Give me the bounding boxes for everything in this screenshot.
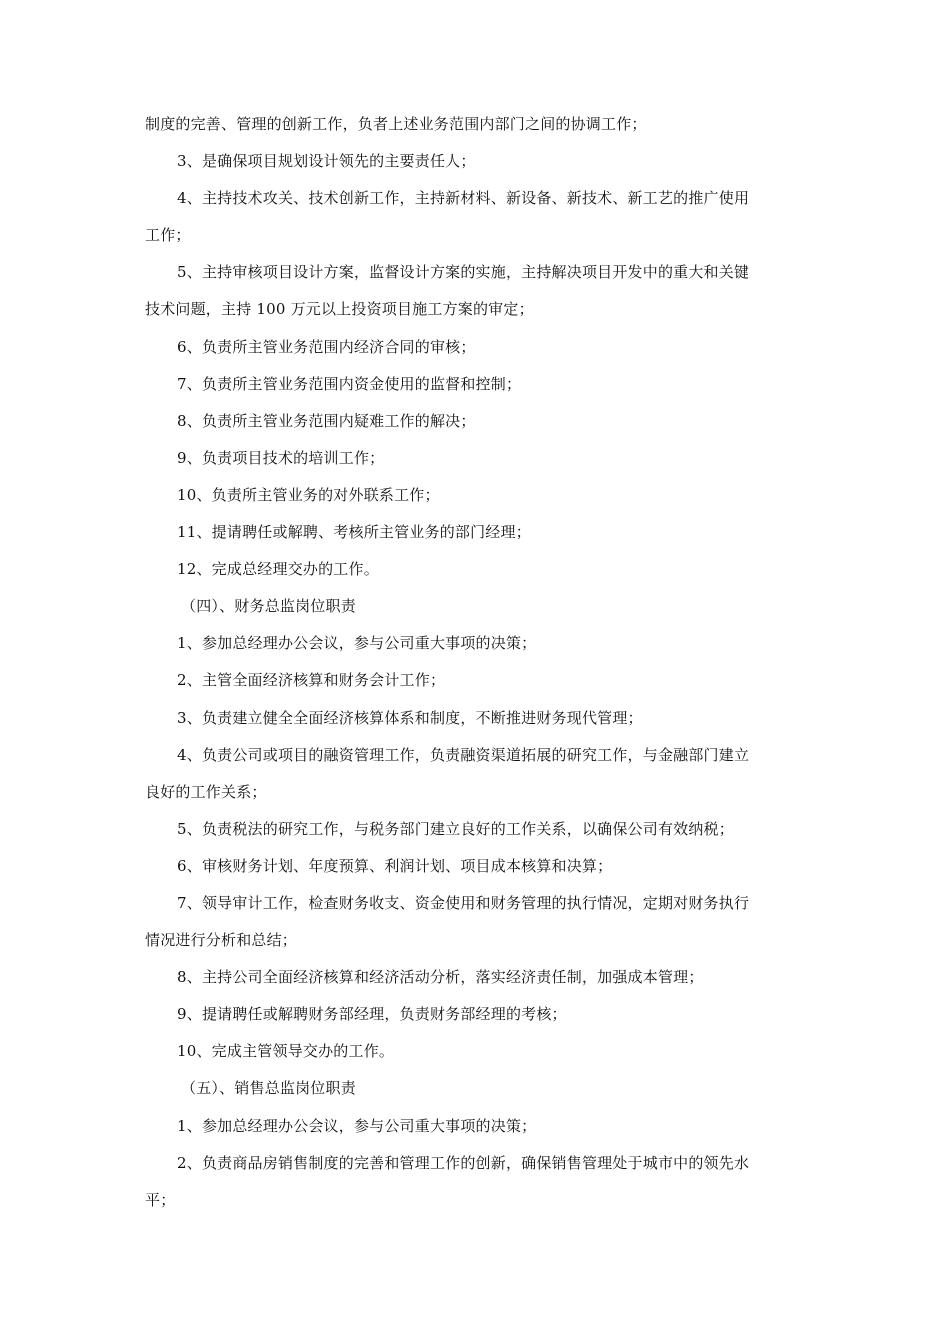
list-item: 1、参加总经理办公会议，参与公司重大事项的决策；: [177, 1116, 537, 1135]
list-item: 6、负责所主管业务范围内经济合同的审核；: [177, 337, 476, 356]
list-item: 11、提请聘任或解聘、考核所主管业务的部门经理；: [177, 523, 531, 542]
list-item: 2、负责商品房销售制度的完善和管理工作的创新，确保销售管理处于城市中的领先水: [177, 1153, 750, 1172]
list-item: 6、审核财务计划、年度预算、利润计划、项目成本核算和决算；: [177, 856, 613, 875]
paragraph-continuation: 良好的工作关系；: [145, 782, 267, 801]
list-item: 8、主持公司全面经济核算和经济活动分析，落实经济责任制，加强成本管理；: [177, 968, 704, 987]
list-item: 1、参加总经理办公会议，参与公司重大事项的决策；: [177, 634, 537, 653]
paragraph-continuation: 技术问题，主持 100 万元以上投资项目施工方案的审定；: [145, 300, 534, 319]
list-item: 5、主持审核项目设计方案，监督设计方案的实施，主持解决项目开发中的重大和关键: [177, 263, 750, 282]
list-item: 3、是确保项目规划设计领先的主要责任人；: [177, 152, 476, 171]
section-heading: （五）、销售总监岗位职责: [181, 1079, 356, 1098]
list-item: 9、提请聘任或解聘财务部经理，负责财务部经理的考核；: [177, 1005, 567, 1024]
list-item: 2、主管全面经济核算和财务会计工作；: [177, 671, 446, 690]
list-item: 5、负责税法的研究工作，与税务部门建立良好的工作关系，以确保公司有效纳税；: [177, 819, 734, 838]
list-item: 3、负责建立健全全面经济核算体系和制度，不断推进财务现代管理；: [177, 708, 643, 727]
list-item: 7、领导审计工作，检查财务收支、资金使用和财务管理的执行情况，定期对财务执行: [177, 893, 750, 912]
list-item: 4、主持技术攻关、技术创新工作，主持新材料、新设备、新技术、新工艺的推广使用: [177, 189, 750, 208]
paragraph-continuation: 制度的完善、管理的创新工作，负者上述业务范围内部门之间的协调工作；: [145, 115, 647, 133]
paragraph-continuation: 工作；: [145, 226, 191, 245]
document-body: [145, 106, 810, 1219]
list-item: 12、完成总经理交办的工作。: [177, 560, 379, 579]
list-item: 8、负责所主管业务范围内疑难工作的解决；: [177, 411, 476, 430]
list-item: 10、完成主管领导交办的工作。: [177, 1042, 395, 1061]
list-item: 9、负责项目技术的培训工作；: [177, 448, 385, 467]
paragraph-continuation: 平；: [145, 1190, 176, 1209]
section-heading: （四）、财务总监岗位职责: [181, 597, 356, 616]
paragraph-continuation: 情况进行分析和总结；: [145, 931, 298, 950]
list-item: 7、负责所主管业务范围内资金使用的监督和控制；: [177, 374, 522, 393]
list-item: 4、负责公司或项目的融资管理工作，负责融资渠道拓展的研究工作，与金融部门建立: [177, 745, 750, 764]
list-item: 10、负责所主管业务的对外联系工作；: [177, 485, 440, 504]
